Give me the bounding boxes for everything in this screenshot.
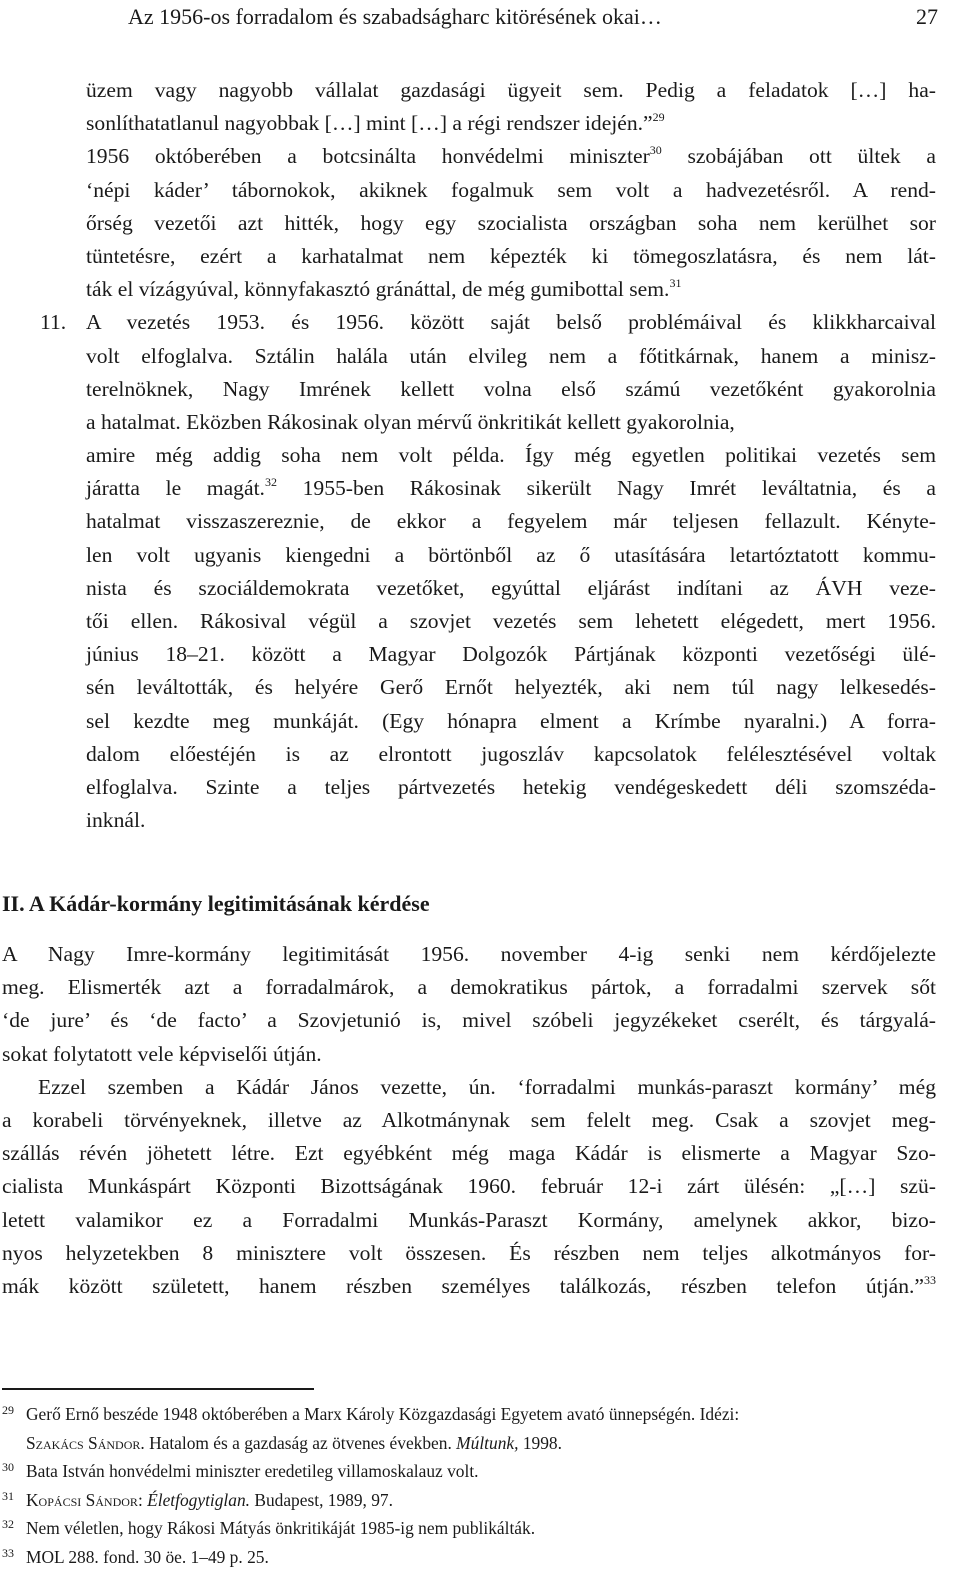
footnote-ref-32[interactable]: 32 <box>264 475 277 490</box>
author-name: Kopácsi Sándor <box>26 1489 138 1510</box>
running-header <box>128 2 938 32</box>
text-line: inknál. <box>86 808 146 833</box>
text-line: őrség vezetői azt hitték, hogy egy szocialista országban soha nem kerülhet sor <box>86 210 936 235</box>
footnote-33: 33 MOL 288. fond. 30 öe. 1–49 p. 25. <box>2 1545 269 1567</box>
text-line: üzem vagy nagyobb vállalat gazdasági ügyeit sem. Pedig a feladatok […] ha- <box>86 78 936 102</box>
text-line: sokat folytatott vele képviselői útján. <box>2 1041 322 1066</box>
text-line: tői ellen. Rákosival végül a szovjet vezetés sem lehetett elégedett, mert 1956. <box>86 609 936 633</box>
text-line: nista és szociáldemokrata vezetőket, egyúttal eljárást indítani az ÁVH veze- <box>86 575 936 600</box>
footnote-31: 31 Kopácsi Sándor: Életfogytiglan. Budapest, 1989, 97. <box>2 1488 393 1510</box>
author-name: Szakács Sándor <box>26 1432 141 1453</box>
text-line: terelnöknek, Nagy Imrének kellett volna első számú vezetőként gyakorolnia <box>86 376 936 401</box>
text-line: ták el vízágyúval, könnyfakasztó gránáttal, de még gumibottal sem.$^{31}$ <box>86 276 682 302</box>
footnote-32: 32 Nem véletlen, hogy Rákosi Mátyás önkritikáját 1985-ig nem publikálták. <box>2 1517 536 1539</box>
text-line: a hatalmat. Eközben Rákosinak olyan mérvű önkritikát kellett gyakorolnia, <box>86 409 735 434</box>
running-title: Az 1956-os forradalom és szabadságharc kitörésének okai… <box>128 4 662 29</box>
text-line: sén leváltották, és helyére Gerő Ernőt helyezték, aki nem túl nagy lelkesedés- <box>86 675 936 700</box>
text-line: járatta le magát.$^{32}$ 1955-ben Rákosinak sikerült Nagy Imrét leváltatnia, és a <box>86 475 936 501</box>
text-line: amire még addig soha nem volt példa. Így még egyetlen politikai vezetés sem <box>86 443 936 468</box>
text-line: tüntetésre, ezért a karhatalmat nem képezték ki tömegoszlatásra, és nem lát- <box>86 243 936 268</box>
footnote-29-continued: Szakács Sándor. Hatalom és a gazdaság az ötvenes években. Múltunk, 1998. <box>26 1432 562 1453</box>
text-line: a korabeli törvényeknek, illetve az Alkotmánynak sem felelt meg. Csak a szovjet meg- <box>2 1107 936 1132</box>
text-line: dalom előestéjén is az elrontott jugoszláv kapcsolatok felélesztésével voltak <box>86 741 936 766</box>
footnote-ref-31[interactable]: 31 <box>669 276 682 291</box>
footnote-divider <box>2 1388 314 1390</box>
text-line: volt elfoglalva. Sztálin halála után elvileg nem a főtitkárnak, hanem a minisz- <box>86 343 936 368</box>
point-11-first-line: 11. A vezetés 1953. és 1956. között saját belső problémáival és klikkharcaival <box>40 306 936 339</box>
text-line: sonlíthatatlanul nagyobbak […] mint […] a régi rendszer idején.”$^{29}$ <box>86 110 665 136</box>
text-line: cialista Munkáspárt Központi Bizottságának 1960. február 12-i zárt ülésén: „[…] szü- <box>2 1174 936 1199</box>
footnote-30: 30 Bata István honvédelmi miniszter eredetileg villamoskalauz volt. <box>2 1460 479 1482</box>
section-heading: II. A Kádár-kormány legitimitásának kérdése <box>2 891 430 916</box>
footnotes <box>0 1400 960 1572</box>
text-line: letett valamikor ez a Forradalmi Munkás-Paraszt Kormány, amelynek akkor, bizo- <box>2 1207 936 1232</box>
text-line: nyos helyzetekben 8 minisztere volt összesen. És részben nem teljes alkotmányos for- <box>2 1240 936 1265</box>
text-line: hatalmat visszaszereznie, de ekkor a fegyelem már teljesen fellazult. Kényte- <box>86 509 936 534</box>
text-line: június 18–21. között a Magyar Dolgozók Pártjának központi vezetőségi ülé- <box>86 642 936 667</box>
text-line: ‘de jure’ és ‘de facto’ a Szovjetunió is, mivel szóbeli jegyzékeket cserélt, és tárgyalá- <box>2 1008 936 1033</box>
text-line: meg. Elismerték azt a forradalmárok, a demokratikus pártok, a forradalmi szervek sőt <box>2 975 936 1000</box>
text-line: Ezzel szemben a Kádár János vezette, ún. ‘forradalmi munkás-paraszt kormány’ még <box>38 1074 936 1099</box>
text-line: sel kezdte meg munkáját. (Egy hónapra elment a Krímbe nyaralni.) A forra- <box>86 708 936 733</box>
text-line: mák között született, hanem részben személyes találkozás, részben telefon útján.”$^{33}$ <box>2 1272 936 1298</box>
footnote-29: 29 Gerő Ernő beszéde 1948 októberében a Marx Károly Közgazdasági Egyetem avató ünnepségén. Idézi: <box>2 1403 740 1424</box>
footnote-ref-33[interactable]: 33 <box>924 1272 936 1287</box>
text-line: ‘népi káder’ tábornokok, akiknek fogalmuk sem volt a hadvezetésről. A rend- <box>86 177 936 202</box>
point-number: 11. <box>40 310 67 335</box>
footnote-ref-29[interactable]: 29 <box>652 110 665 125</box>
page-number: 27 <box>916 4 938 29</box>
text-line: A Nagy Imre-kormány legitimitását 1956. november 4-ig senki nem kérdőjelezte <box>2 942 936 966</box>
footnote-ref-30[interactable]: 30 <box>649 143 662 158</box>
text-line: szállás révén jöhetett létre. Ezt egyébként még maga Kádár is elismerte a Magyar Szo- <box>2 1141 936 1166</box>
section-2-text <box>0 938 960 1303</box>
main-text <box>0 74 960 837</box>
text-line: elfoglalva. Szinte a teljes pártvezetés hetekig vendégeskedett déli szomszéda- <box>86 774 936 799</box>
text-line: len volt ugyanis kiengedni a börtönből az ő utasítására letartóztatott kommu- <box>86 542 936 567</box>
text-line: 1956 októberében a botcsinálta honvédelmi miniszter$^{30}$ szobájában ott ültek a <box>86 143 936 169</box>
